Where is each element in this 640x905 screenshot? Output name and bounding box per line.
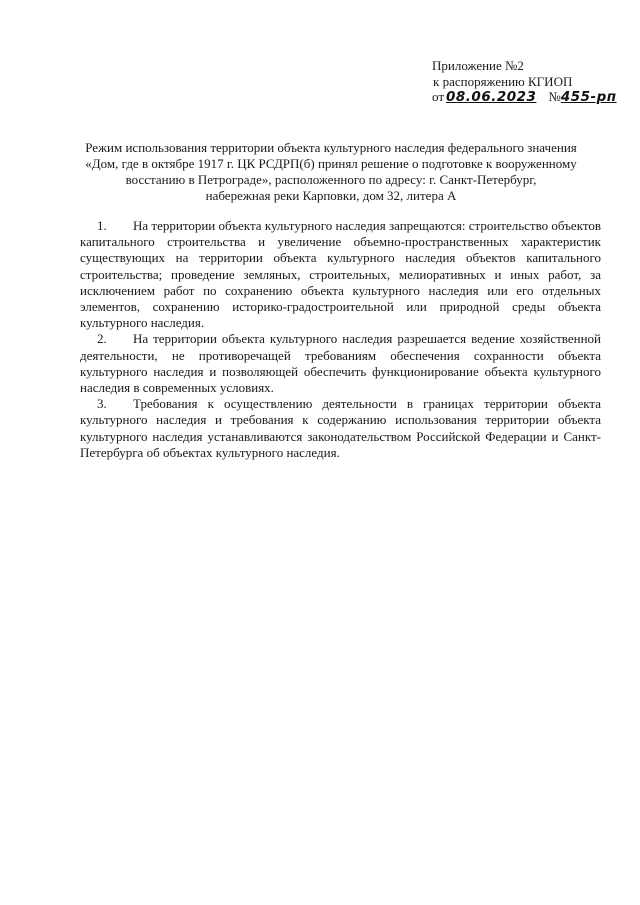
- number-prefix: №: [548, 89, 561, 104]
- title-line: набережная реки Карповки, дом 32, литера А: [205, 188, 457, 203]
- paragraph-number: 1.: [97, 218, 107, 233]
- paragraph-3: [80, 396, 601, 461]
- annex-order-reference: к распоряжению КГИОП: [433, 73, 573, 89]
- paragraph-number: 3.: [97, 396, 107, 412]
- handwritten-number: 455-рп: [560, 89, 617, 105]
- paragraph-text: Требования к осуществлению деятельности в границах территории объекта культурного наследия и требования к содержанию использования территории объекта культурного наследия устанавливаются законодательством Российской Федерации и Санкт-Петербурга об объектах культурного наследия.: [80, 396, 601, 460]
- title-line: восстанию в Петрограде», расположенного по адресу: г. Санкт-Петербург,: [125, 172, 537, 187]
- annex-date-number-line: [432, 89, 632, 106]
- paragraph-text: На территории объекта культурного наследия разрешается ведение хозяйственной деятельности, не противоречащей требованиям обеспечения сохранности объекта культурного наследия и позволяющей обеспечить функционирование объекта культурного наследия в современных условиях.: [80, 331, 601, 396]
- title-line: «Дом, где в октябре 1917 г. ЦК РСДРП(б) принял решение о подготовке к вооруженному: [85, 156, 577, 171]
- document-title: [70, 140, 592, 204]
- title-line: Режим использования территории объекта культурного наследия федерального значения: [85, 140, 577, 155]
- document-body: [80, 218, 601, 461]
- paragraph-number: 2.: [97, 331, 107, 347]
- paragraph-1: [80, 218, 601, 331]
- paragraph-text: На территории объекта культурного наследия запрещаются: строительство объектов капитального строительства и увеличение объемно-пространственных характеристик существующих на территории объекта культурного наследия объектов капитального строительства; проведение земляных, строительных, мелиоративных и иных работ, за исключением работ по сохранению объекта культурного наследия или его отдельных элементов, сохранению историко-градостроительной или природной среды объекта культурного наследия.: [80, 218, 601, 331]
- annex-header: [432, 58, 632, 106]
- annex-title: Приложение №2: [432, 58, 524, 73]
- handwritten-date: 08.06.2023: [446, 89, 537, 105]
- paragraph-2: [80, 331, 601, 396]
- date-prefix: от: [432, 89, 445, 104]
